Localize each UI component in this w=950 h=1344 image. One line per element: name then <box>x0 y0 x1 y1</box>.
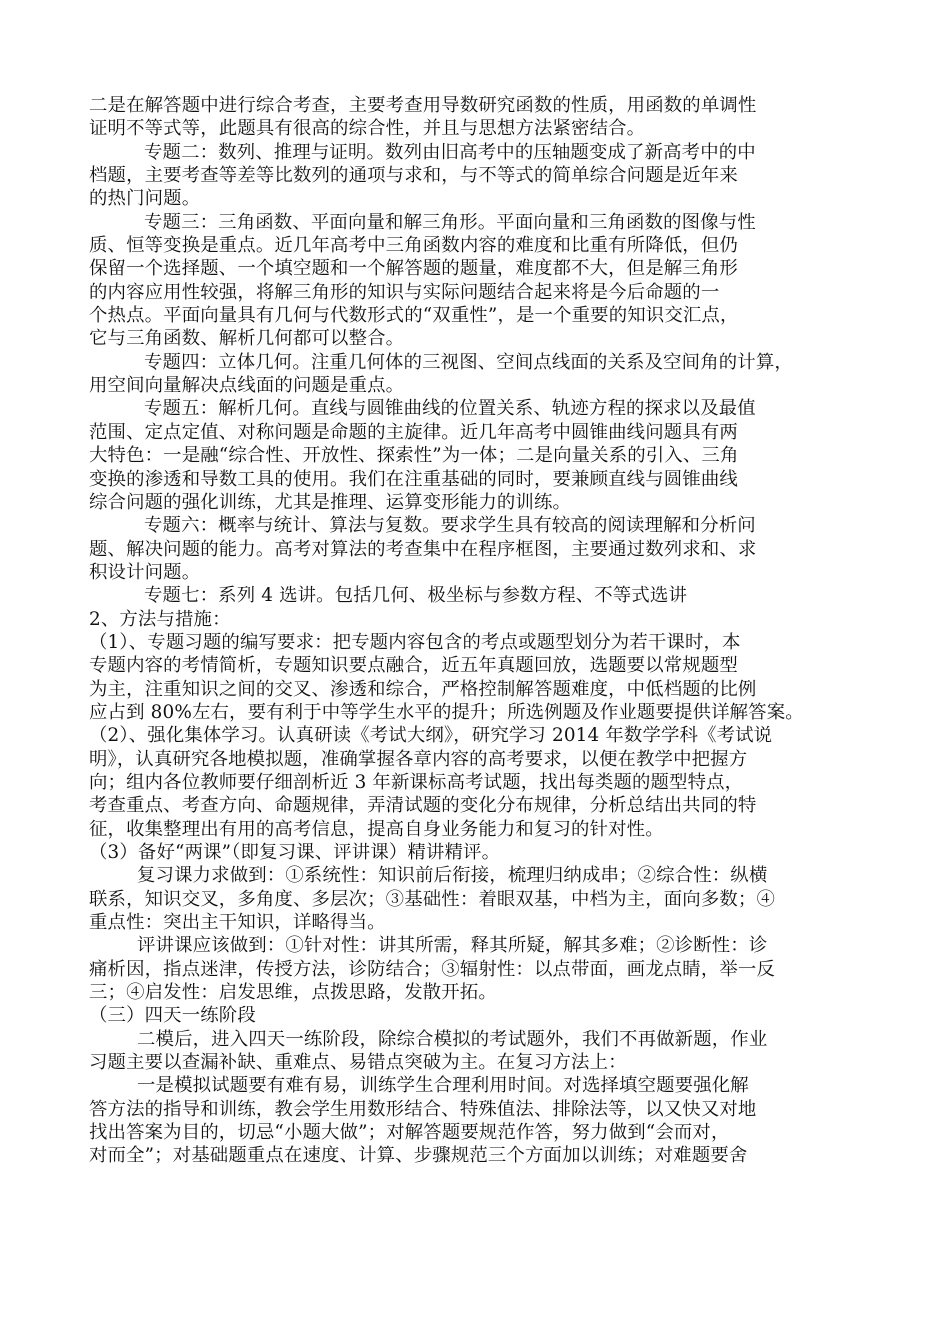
text-line: 保留一个选择题、一个填空题和一个解答题的题量，难度都不大，但是解三角形 <box>89 258 738 280</box>
paragraph-first-line: 专题三：三角函数、平面向量和解三角形。平面向量和三角函数的图像与性 <box>144 211 756 233</box>
text-line: 综合问题的强化训练，尤其是推理、运算变形能力的训练。 <box>89 491 572 513</box>
text-line: 答方法的指导和训练，教会学生用数形结合、特殊值法、排除法等，以又快又对地 <box>89 1098 757 1120</box>
text-line: 变换的渗透和导数工具的使用。我们在注重基础的同时，要兼顾直线与圆锥曲线 <box>89 468 738 490</box>
text-line: 题、解决问题的能力。高考对算法的考查集中在程序框图，主要通过数列求和、求 <box>89 538 757 560</box>
paragraph-first-line: 专题七：系列 4 选讲。包括几何、极坐标与参数方程、不等式选讲 <box>144 585 687 607</box>
text-line: 个热点。平面向量具有几何与代数形式的“双重性”，是一个重要的知识交汇点， <box>89 305 739 327</box>
text-line: 证明不等式等，此题具有很高的综合性，并且与思想方法紧密结合。 <box>89 118 646 140</box>
text-line: 的内容应用性较强，将解三角形的知识与实际问题结合起来将是今后命题的一 <box>89 281 720 303</box>
text-line: 重点性：突出主干知识，详略得当。 <box>89 912 386 934</box>
text-line: 向；组内各位教师要仔细剖析近 3 年新课标高考试题，找出每类题的题型特点， <box>89 771 744 793</box>
numbered-item-line: （3）备好“两课”（即复习课、评讲课）精讲精评。 <box>89 842 501 863</box>
text-line: 为主，注重知识之间的交叉、渗透和综合，严格控制解答题难度，中低档题的比例 <box>89 678 757 700</box>
paragraph-first-line: 复习课力求做到：①系统性：知识前后衔接，梳理归纳成串；②综合性：纵横 <box>137 865 768 887</box>
paragraph-first-line: 专题四：立体几何。注重几何体的三视图、空间点线面的关系及空间角的计算， <box>144 351 793 373</box>
text-line: 的热门问题。 <box>89 188 201 210</box>
text-line: 征，收集整理出有用的高考信息，提高自身业务能力和复习的针对性。 <box>89 818 664 840</box>
text-line: 明》，认真研究各地模拟题，准确掌握各章内容的高考要求，以便在教学中把握方 <box>89 748 748 770</box>
text-line: 联系，知识交叉，多角度、多层次；③基础性：着眼双基，中档为主，面向多数；④ <box>89 888 776 910</box>
paragraph-first-line: 专题二：数列、推理与证明。数列由旧高考中的压轴题变成了新高考中的中 <box>144 141 756 163</box>
text-line: 积设计问题。 <box>89 561 201 583</box>
text-line: 二是在解答题中进行综合考查，主要考查用导数研究函数的性质，用函数的单调性 <box>89 95 757 116</box>
text-line: 习题主要以查漏补缺、重难点、易错点突破为主。在复习方法上： <box>89 1052 627 1074</box>
paragraph-first-line: 一是模拟试题要有难有易，训练学生合理利用时间。对选择填空题要强化解 <box>137 1075 749 1097</box>
text-line: 专题内容的考情简析，专题知识要点融合，近五年真题回放，选题要以常规题型 <box>89 655 738 677</box>
text-line: 质、恒等变换是重点。近几年高考中三角函数内容的难度和比重有所降低，但仍 <box>89 235 738 257</box>
paragraph-first-line: 专题六：概率与统计、算法与复数。要求学生具有较高的阅读理解和分析问 <box>144 515 756 537</box>
text-line: 应占到 80%左右，要有利于中等学生水平的提升；所选例题及作业题要提供详解答案。 <box>89 701 804 723</box>
paragraph-first-line: 专题五：解析几何。直线与圆锥曲线的位置关系、轨迹方程的探求以及最值 <box>144 398 756 420</box>
text-line: 找出答案为目的，切忌“小题大做”；对解答题要规范作答，努力做到“会而对， <box>89 1122 730 1144</box>
section-heading: 2、方法与措施： <box>89 608 231 630</box>
text-line: 对而全”；对基础题重点在速度、计算、步骤规范三个方面加以训练；对难题要舍 <box>89 1145 748 1167</box>
section-heading: （三）四天一练阶段 <box>89 1005 256 1027</box>
text-line: 考查重点、考查方向、命题规律，弄清试题的变化分布规律，分析总结出共同的特 <box>89 795 757 817</box>
text-line: 档题，主要考查等差等比数列的通项与求和，与不等式的简单综合问题是近年来 <box>89 165 738 187</box>
document-page <box>89 94 865 1168</box>
text-line: 三；④启发性：启发思维，点拨思路，发散开拓。 <box>89 982 497 1004</box>
text-line: 它与三角函数、解析几何都可以整合。 <box>89 328 405 350</box>
text-line: 用空间向量解决点线面的问题是重点。 <box>89 375 405 397</box>
numbered-item-line: （1）、专题习题的编写要求：把专题内容包含的考点或题型划分为若干课时，本 <box>89 631 741 653</box>
numbered-item-line: （2）、强化集体学习。认真研读《考试大纲》，研究学习 2014 年数学学科《考试说 <box>89 725 773 747</box>
text-line: 痛析因，指点迷津，传授方法，诊防结合；③辐射性：以点带面，画龙点睛，举一反 <box>89 958 776 980</box>
paragraph-first-line: 二模后，进入四天一练阶段，除综合模拟的考试题外，我们不再做新题，作业 <box>137 1028 768 1050</box>
paragraph-first-line: 评讲课应该做到：①针对性：讲其所需，释其所疑，解其多难；②诊断性：诊 <box>137 935 768 957</box>
text-line: 范围、定点定值、对称问题是命题的主旋律。近几年高考中圆锥曲线问题具有两 <box>89 421 738 443</box>
text-line: 大特色：一是融“综合性、开放性、探索性”为一体；二是向量关系的引入、三角 <box>89 445 739 467</box>
